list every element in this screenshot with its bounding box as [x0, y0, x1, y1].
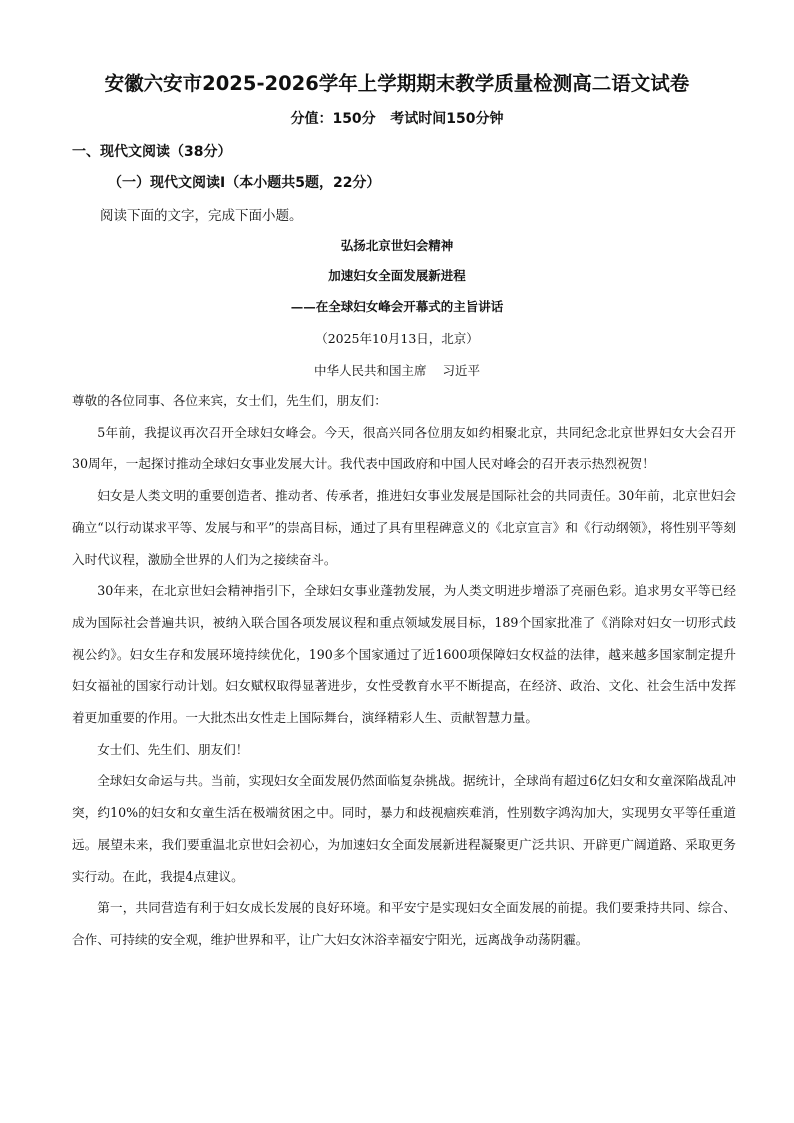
paragraph: 妇女是人类文明的重要创造者、推动者、传承者，推进妇女事业发展是国际社会的共同责任。30年前，北京世妇会确立“以行动谋求平等、发展与和平”的崇高目标，通过了具有里程碑意义的《北京宣言》和《行动纲领》，将性别平等刻入时代议程，激励全世界的人们为之接续奋斗。	[72, 488, 736, 567]
subsection-heading: （一）现代文阅读Ⅰ（本小题共5题，22分）	[108, 175, 381, 191]
reading-instruction: 阅读下面的文字，完成下面小题。	[100, 208, 303, 224]
paragraph: 全球妇女命运与共。当前，实现妇女全面发展仍然面临复杂挑战。据统计，全球尚有超过6亿妇女和女童深陷战乱冲突，约10%的妇女和女童生活在极端贫困之中。同时，暴力和歧视痼疾难消，性别数字鸿沟加大，实现男女平等任重道远。展望未来，我们要重温北京世妇会初心，为加速妇女全面发展新进程凝聚更广泛共识、开辟更广阔道路、采取更务实行动。在此，我提4点建议。	[72, 773, 736, 884]
speech-title-line1: 弘扬北京世妇会精神	[340, 238, 454, 253]
paragraph: 女士们、先生们、朋友们！	[97, 741, 249, 757]
score-and-time: 分值：150分 考试时间150分钟	[290, 111, 504, 127]
speech-date-place: （2025年10月13日，北京）	[315, 331, 479, 346]
speech-body	[72, 385, 736, 956]
speech-title-line2: 加速妇女全面发展新进程	[328, 268, 466, 283]
paragraph: 30年来，在北京世妇会精神指引下，全球妇女事业蓬勃发展，为人类文明进步增添了亮丽色彩。追求男女平等已经成为国际社会普遍共识，被纳入联合国各项发展议程和重点领域发展目标，189个国家批准了《消除对妇女一切形式歧视公约》。妇女生存和发展环境持续优化，190多个国家通过了近1600项保障妇女权益的法律，越来越多国家制定提升妇女福祉的国家行动计划。妇女赋权取得显著进步，女性受教育水平不断提高，在经济、政治、文化、社会生活中发挥着更加重要的作用。一大批杰出女性走上国际舞台，演绎精彩人生、贡献智慧力量。	[72, 583, 736, 726]
salutation: 尊敬的各位同事、各位来宾，女士们，先生们，朋友们：	[72, 393, 387, 408]
section-heading: 一、现代文阅读（38分）	[72, 144, 232, 160]
paragraph: 第一，共同营造有利于妇女成长发展的良好环境。和平安宁是实现妇女全面发展的前提。我们要秉持共同、综合、合作、可持续的安全观，维护世界和平，让广大妇女沐浴幸福安宁阳光，远离战争动荡阴霾。	[72, 900, 736, 947]
paragraph: 5年前，我提议再次召开全球妇女峰会。今天，很高兴同各位朋友如约相聚北京，共同纪念北京世界妇女大会召开30周年，一起探讨推动全球妇女事业发展大计。我代表中国政府和中国人民对峰会的召开表示热烈祝贺！	[72, 424, 736, 472]
exam-title: 安徽六安市2025-2026学年上学期期末教学质量检测高二语文试卷	[104, 72, 690, 95]
speech-title-line3: ——在全球妇女峰会开幕式的主旨讲话	[290, 299, 504, 314]
speech-author: 中华人民共和国主席 习近平	[314, 363, 480, 378]
